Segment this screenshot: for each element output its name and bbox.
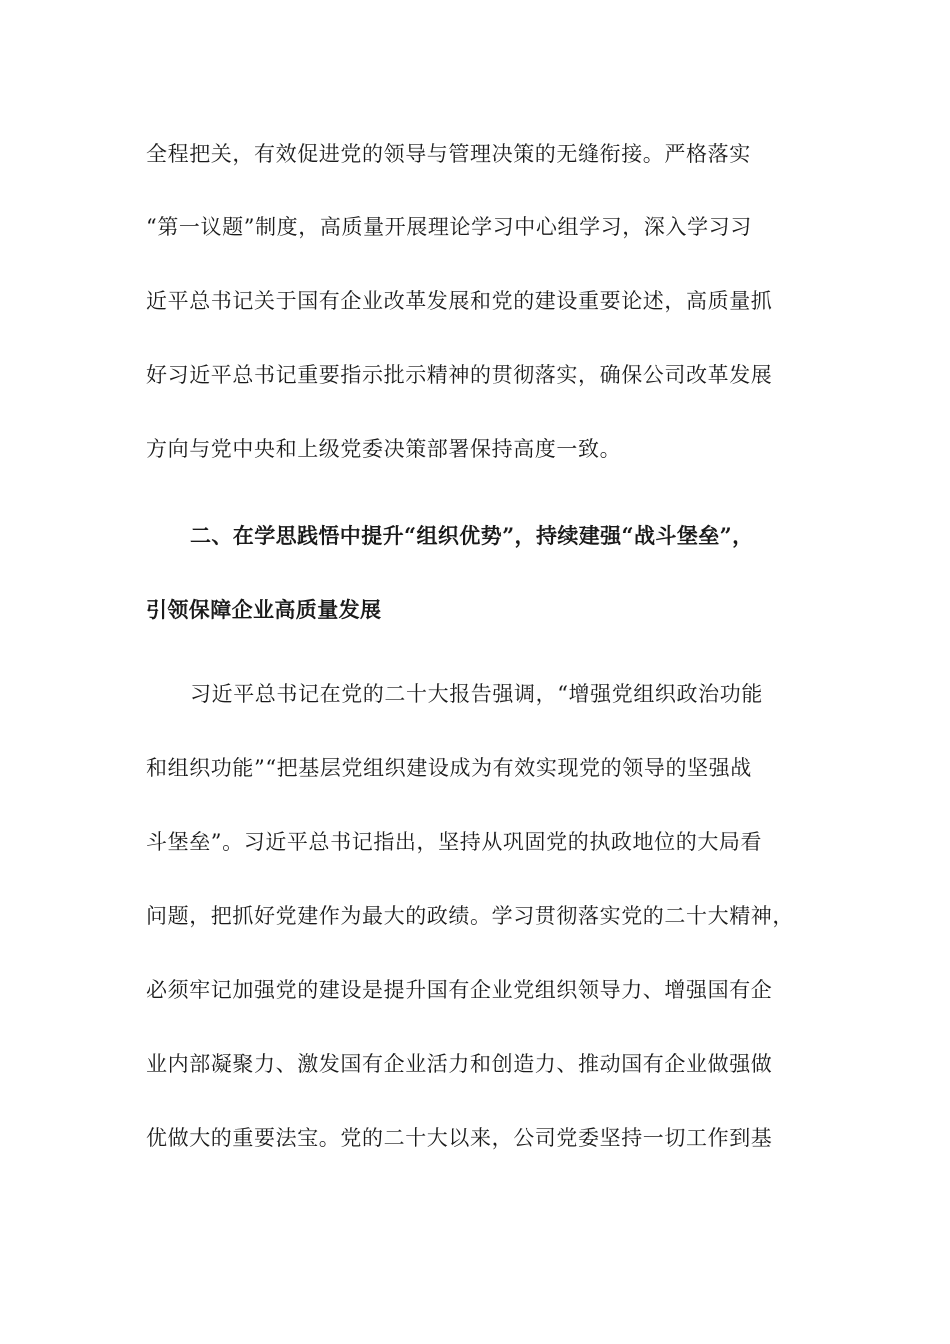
paragraph-line: 方向与党中央和上级党委决策部署保持高度一致。 [146, 437, 622, 461]
paragraph-line: 问题，把抓好党建作为最大的政绩。学习贯彻落实党的二十大精神， [146, 904, 794, 928]
paragraph-line: “第一议题”制度，高质量开展理论学习中心组学习，深入学习习 [146, 215, 752, 239]
paragraph-line: 必须牢记加强党的建设是提升国有企业党组织领导力、增强国有企 [146, 978, 773, 1002]
paragraph-line: 和组织功能”“把基层党组织建设成为有效实现党的领导的坚强战 [146, 756, 752, 780]
paragraph-line: 近平总书记关于国有企业改革发展和党的建设重要论述，高质量抓 [146, 289, 773, 313]
paragraph-line: 习近平总书记在党的二十大报告强调，“增强党组织政治功能 [190, 682, 763, 706]
section-heading-line: 引领保障企业高质量发展 [146, 597, 382, 622]
paragraph-line: 好习近平总书记重要指示批示精神的贯彻落实，确保公司改革发展 [146, 363, 773, 387]
paragraph-line: 优做大的重要法宝。党的二十大以来，公司党委坚持一切工作到基 [146, 1126, 773, 1150]
paragraph-line: 业内部凝聚力、激发国有企业活力和创造力、推动国有企业做强做 [146, 1052, 773, 1076]
paragraph-line: 全程把关，有效促进党的领导与管理决策的无缝衔接。严格落实 [146, 142, 751, 166]
paragraph-line: 斗堡垒”。习近平总书记指出，坚持从巩固党的执政地位的大局看 [146, 830, 763, 854]
section-heading-line: 二、在学思践悟中提升“组织优势”，持续建强“战斗堡垒”， [190, 523, 754, 548]
